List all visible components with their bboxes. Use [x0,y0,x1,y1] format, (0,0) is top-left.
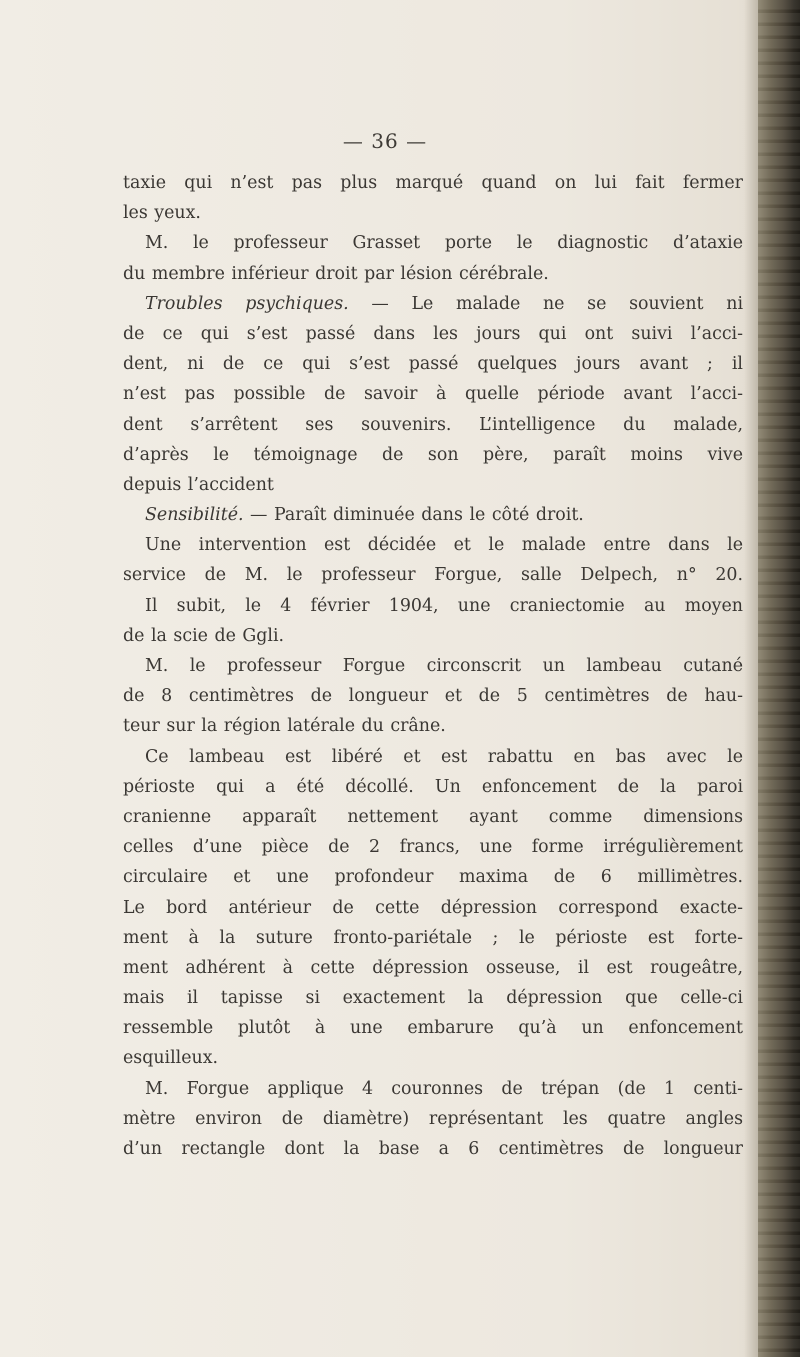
line-text: périoste qui a été décollé. Un enfoncement de la paroi [123,776,743,797]
line-text: teur sur la région latérale du crâne. [123,716,446,737]
text-line [123,1013,743,1043]
text-line [123,1074,743,1104]
line-text: dent, ni de ce qui s’est passé quelques jours avant ; il [123,354,743,375]
text-line [123,259,743,289]
line-text: taxie qui n’est pas plus marqué quand on lui fait fermer [123,173,743,193]
line-text: M. le professeur Forgue circonscrit un lambeau cutané [145,656,743,676]
section-heading: Troubles psychiques. [145,293,349,314]
line-text: de 8 centimètres de longueur et de 5 centimètres de hau- [123,686,743,707]
text-line [123,953,743,983]
line-text: du membre inférieur droit par lésion cérébrale. [123,263,549,284]
text-line [123,832,743,862]
line-text: de ce qui s’est passé dans les jours qui ont suivi l’acci- [123,323,743,344]
text-line [123,530,743,560]
page-shadow [744,0,758,1357]
text-line [123,440,743,470]
line-text: M. Forgue applique 4 couronnes de trépan (de 1 centi- [145,1078,743,1099]
line-text: d’après le témoignage de son père, paraît moins vive [123,444,743,465]
text-line [123,1104,743,1134]
body-text [123,168,743,1164]
text-line [123,349,743,379]
text-line [123,379,743,409]
line-text: les yeux. [123,203,201,224]
text-line [123,228,743,258]
line-text: ment adhérent à cette dépression osseuse, il est rougeâtre, [123,957,743,978]
line-text: service de M. le professeur Forgue, salle Delpech, n° 20. [123,565,743,586]
text-line [123,1043,743,1073]
line-text: ressemble plutôt à une embarure qu’à un enfoncement [123,1018,743,1039]
text-line [123,198,743,228]
section-heading: Sensibilité. [145,505,244,526]
line-text: Il subit, le 4 février 1904, une craniectomie au moyen [145,595,743,616]
line-text: mais il tapisse si exactement la dépression que celle-ci [123,988,743,1009]
page-number: — 36 — [342,129,428,153]
text-line [123,470,743,500]
text-line [123,681,743,711]
line-text: circulaire et une profondeur maxima de 6 millimètres. [123,867,743,888]
line-text: depuis l’accident [123,474,274,495]
line-text: mètre environ de diamètre) représentant les quatre angles [123,1108,743,1129]
text-line [123,983,743,1013]
text-line [123,742,743,772]
line-text: esquilleux. [123,1048,219,1069]
line-text: Ce lambeau est libéré et est rabattu en bas avec le [145,746,743,767]
line-text: dent s’arrêtent ses souvenirs. L’intelligence du malade, [123,414,743,435]
text-line [123,560,743,590]
line-text: de la scie de Ggli. [123,625,285,646]
line-text: ment à la suture fronto-pariétale ; le périoste est forte- [123,927,743,948]
line-text: — Paraît diminuée dans le côté droit. [243,505,584,526]
text-line [123,1134,743,1164]
line-text: d’un rectangle dont la base a 6 centimètres de longueur [123,1139,743,1159]
text-line [123,893,743,923]
line-text: Le bord antérieur de cette dépression correspond exacte- [123,897,743,918]
text-line [123,168,743,198]
text-line [123,772,743,802]
line-text: celles d’une pièce de 2 francs, une forme irrégulièrement [123,837,743,858]
line-text: cranienne apparaît nettement ayant comme dimensions [123,806,743,827]
text-line [123,410,743,440]
text-line [123,500,743,530]
text-line [123,319,743,349]
line-text: — Le malade ne se souvient ni [348,293,744,314]
text-line [123,711,743,741]
line-text: Une intervention est décidée et le malade entre dans le [145,535,743,556]
text-line [123,651,743,681]
line-text: M. le professeur Grasset porte le diagnostic d’ataxie [145,233,743,254]
text-line [123,621,743,651]
book-spine [758,0,800,1357]
text-line [123,802,743,832]
text-line [123,591,743,621]
line-text: n’est pas possible de savoir à quelle période avant l’acci- [123,384,743,405]
text-line [123,289,743,319]
text-line [123,862,743,892]
text-line [123,923,743,953]
